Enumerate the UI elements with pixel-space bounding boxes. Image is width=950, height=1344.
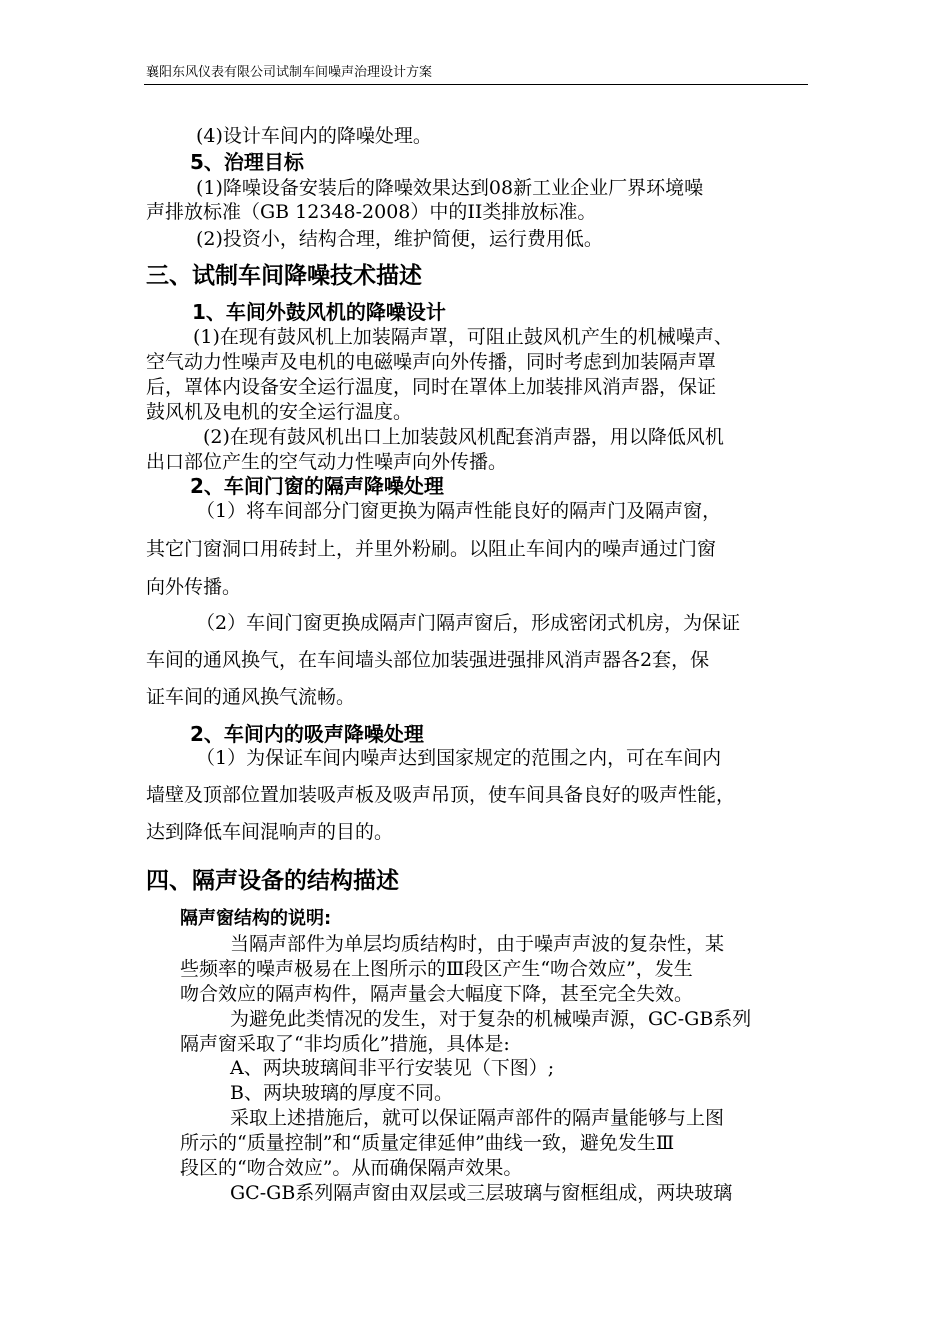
blower-2-line-2: 出口部位产生的空气动力性噪声向外传播。 (146, 451, 508, 473)
absorption-1-line-3: 达到降低车间混响声的目的。 (146, 821, 394, 843)
heading-blower: 1、车间外鼓风机的降噪设计 (192, 300, 446, 324)
goal-2: (2)投资小，结构合理，维护简便，运行费用低。 (196, 228, 603, 250)
window-p1-line-1: 当隔声部件为单层均质结构时，由于噪声声波的复杂性，某 (230, 933, 725, 955)
running-header: 襄阳东风仪表有限公司试制车间噪声治理设计方案 (146, 65, 433, 80)
absorption-1-line-1: （1）为保证车间内噪声达到国家规定的范围之内，可在车间内 (196, 747, 722, 769)
doors-1-line-3: 向外传播。 (146, 576, 242, 598)
header-rule (144, 84, 808, 85)
heading-absorption: 2、车间内的吸声降噪处理 (190, 722, 424, 746)
blower-1-line-2: 空气动力性噪声及电机的电磁噪声向外传播，同时考虑到加装隔声罩 (146, 351, 717, 373)
doors-2-line-3: 证车间的通风换气流畅。 (146, 686, 356, 708)
window-p4-line-1: GC-GB系列隔声窗由双层或三层玻璃与窗框组成，两块玻璃 (230, 1182, 733, 1204)
doors-2-line-2: 车间的通风换气，在车间墙头部位加装强进强排风消声器各2套，保 (146, 649, 710, 671)
blower-1-line-3: 后，罩体内设备安全运行温度，同时在罩体上加装排风消声器，保证 (146, 376, 717, 398)
doors-2-line-1: （2）车间门窗更换成隔声门隔声窗后，形成密闭式机房，为保证 (196, 612, 741, 634)
window-p3-line-3: 段区的“吻合效应”。从而确保隔声效果。 (180, 1157, 523, 1179)
window-p1-line-2: 些频率的噪声极易在上图所示的Ⅲ段区产生“吻合效应”，发生 (180, 958, 693, 980)
blower-1-line-4: 鼓风机及电机的安全运行温度。 (146, 401, 413, 423)
absorption-1-line-2: 墙壁及顶部位置加装吸声板及吸声吊顶，使车间具备良好的吸声性能， (146, 784, 736, 806)
heading-goals: 5、治理目标 (190, 150, 304, 174)
window-p3-line-1: 采取上述措施后，就可以保证隔声部件的隔声量能够与上图 (230, 1107, 725, 1129)
window-measure-a: A、两块玻璃间非平行安装见（下图）; (230, 1057, 555, 1079)
item-design-interior: (4)设计车间内的降噪处理。 (196, 125, 432, 147)
section-4-heading: 四、隔声设备的结构描述 (146, 868, 399, 894)
window-p2-line-2: 隔声窗采取了“非均质化”措施，具体是: (180, 1033, 510, 1055)
section-3-heading: 三、试制车间降噪技术描述 (146, 263, 422, 289)
blower-1-line-1: (1)在现有鼓风机上加装隔声罩，可阻止鼓风机产生的机械噪声、 (193, 326, 733, 348)
doors-1-line-1: （1）将车间部分门窗更换为隔声性能良好的隔声门及隔声窗， (196, 500, 722, 522)
blower-2-line-1: (2)在现有鼓风机出口上加装鼓风机配套消声器，用以降低风机 (203, 426, 724, 448)
goal-1-line-1: (1)降噪设备安装后的降噪效果达到08新工业企业厂界环境噪 (196, 177, 704, 199)
window-measure-b: B、两块玻璃的厚度不同。 (230, 1082, 453, 1104)
heading-window-structure: 隔声窗结构的说明: (180, 908, 332, 929)
goal-1-line-2: 声排放标准（GB 12348-2008）中的II类排放标准。 (146, 201, 597, 223)
window-p2-line-1: 为避免此类情况的发生，对于复杂的机械噪声源，GC-GB系列 (230, 1008, 752, 1030)
window-p1-line-3: 吻合效应的隔声构件，隔声量会大幅度下降，甚至完全失效。 (180, 983, 694, 1005)
doors-1-line-2: 其它门窗洞口用砖封上，并里外粉刷。以阻止车间内的噪声通过门窗 (146, 538, 717, 560)
heading-doors-windows: 2、车间门窗的隔声降噪处理 (190, 474, 444, 498)
window-p3-line-2: 所示的“质量控制”和“质量定律延伸”曲线一致，避免发生Ⅲ (180, 1132, 675, 1154)
